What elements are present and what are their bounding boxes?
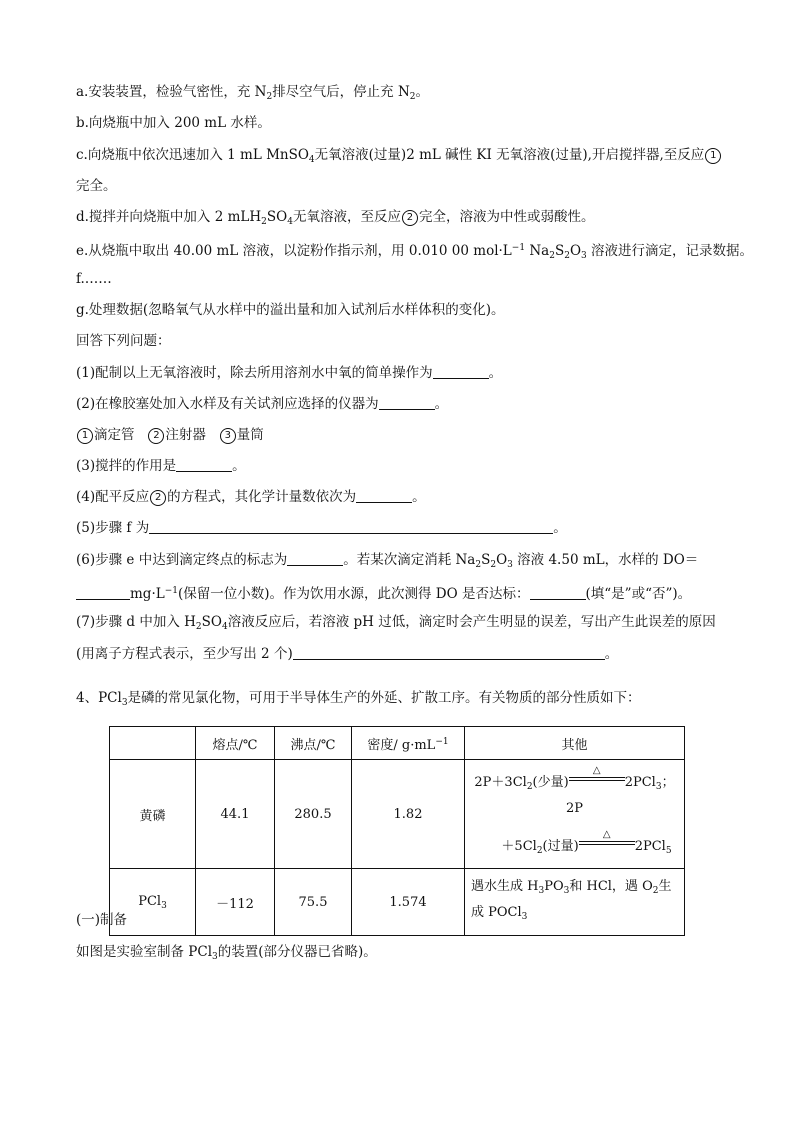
step-d: d.搅拌并向烧瓶中加入 2 $mLH_2SO_4$无氧溶液，至反应 2 完全，溶液为中性或弱酸性。: [76, 209, 595, 227]
table-cell-other: 遇水生成 $H_3PO_3$和 HCl，遇 $O_2$生 成 POCl$_3$: [465, 869, 685, 936]
table-cell: －112: [196, 869, 275, 936]
table-header-cell: 沸点/℃: [275, 727, 352, 760]
heating-condition-arrow: △: [569, 774, 625, 786]
circled-number: 1: [77, 428, 93, 444]
step-b: b.向烧瓶中加入 200 mL 水样。: [76, 115, 271, 131]
answer-blank[interactable]: [76, 585, 130, 600]
table-cell: 280.5: [275, 760, 352, 869]
circled-number: 2: [150, 490, 166, 506]
question-3: (3)搅拌的作用是 。: [76, 458, 246, 474]
step-f: f.……: [76, 271, 112, 287]
question-5: (5)步骤 f 为 。: [76, 520, 567, 536]
table-cell: 黄磷: [110, 760, 196, 869]
question-7-cont: (用离子方程式表示，至少写出 2 个) 。: [76, 646, 619, 662]
circled-number: 2: [402, 210, 418, 226]
answer-blank[interactable]: [356, 488, 412, 503]
table-cell: 44.1: [196, 760, 275, 869]
table-header-cell: [110, 727, 196, 760]
table-row: [110, 869, 685, 936]
step-a: a.安装装置，检验气密性，充 $N_2$排尽空气后，停止充 $N_2$。: [76, 84, 430, 102]
step-g: g.处理数据(忽略氧气从水样中的溢出量和加入试剂后水样体积的变化)。: [76, 302, 505, 318]
question-4: (4)配平反应 2 的方程式，其化学计量数依次为 。: [76, 489, 426, 505]
answer-blank[interactable]: [530, 585, 586, 600]
question-1: (1)配制以上无氧溶液时，除去所用溶剂水中氧的简单操作为 。: [76, 365, 503, 381]
answer-intro: 回答下列问题：: [76, 333, 171, 349]
question-7: (7)步骤 d 中加入 $H_2SO_4$溶液反应后，若溶液 pH 过低，滴定时会产生明显的误差，写出产生此误差的原因: [76, 614, 716, 632]
circled-number: 1: [705, 148, 721, 164]
answer-blank[interactable]: [149, 519, 553, 534]
step-c-cont: 完全。: [76, 178, 117, 194]
circled-number: 3: [220, 428, 236, 444]
answer-blank[interactable]: [287, 551, 343, 566]
table-header-cell: 其他: [465, 727, 685, 760]
properties-table: [109, 726, 685, 936]
table-header-cell: 密度/ $g\cdot mL^{-1}$: [352, 727, 465, 760]
answer-blank[interactable]: [176, 457, 232, 472]
question-6: (6)步骤 e 中达到滴定终点的标志为 。若某次滴定消耗 $Na_2S_2O_3$ 溶液 4.50 mL，水样的 DO＝: [76, 552, 699, 570]
table-header-cell: 熔点/℃: [196, 727, 275, 760]
table-header-row: [110, 727, 685, 760]
problem-4-intro: 4、PCl$_3$是磷的常见氯化物，可用于半导体生产的外延、扩散工序。有关物质的部分性质如下：: [76, 690, 641, 708]
heating-condition-arrow: △: [579, 838, 635, 850]
table-cell: 75.5: [275, 869, 352, 936]
answer-blank[interactable]: [433, 364, 489, 379]
answer-blank[interactable]: [379, 395, 435, 410]
figure-intro: 如图是实验室制备 PCl$_3$的装置(部分仪器已省略)。: [76, 944, 377, 962]
section-heading: (一)制备: [76, 912, 128, 928]
step-c: c.向烧瓶中依次迅速加入 1 mL MnSO$_4$无氧溶液(过量)2 mL 碱性 KI 无氧溶液(过量),开启搅拌器,至反应 1: [76, 145, 722, 170]
question-2: (2)在橡胶塞处加入水样及有关试剂应选择的仪器为 。: [76, 396, 449, 412]
table-cell: PCl$_3$: [110, 869, 196, 936]
step-e: e.从烧瓶中取出 40.00 mL 溶液，以淀粉作指示剂，用 0.010 00 $mol\cdot L^{-1}$ $Na_2S_2O_3$ 溶液进行滴定，记录数据。: [76, 243, 754, 261]
table-cell-other: $2P+3Cl_2$(少量) △ 2PCl$_3$；2P $+5Cl_2$(过量) △ 2PCl$_5$: [465, 760, 685, 869]
table-row: [110, 760, 685, 869]
table-cell: 1.574: [352, 869, 465, 936]
table-cell: 1.82: [352, 760, 465, 869]
question-6-cont: $mg\cdot L^{-1}$(保留一位小数)。作为饮用水源，此次测得 DO 是否达标： (填“是”或“否”)。: [76, 581, 691, 604]
answer-blank[interactable]: [293, 645, 605, 660]
question-2-options: 1 滴定管 2 注射器 3 量筒: [76, 425, 264, 445]
circled-number: 2: [148, 428, 164, 444]
